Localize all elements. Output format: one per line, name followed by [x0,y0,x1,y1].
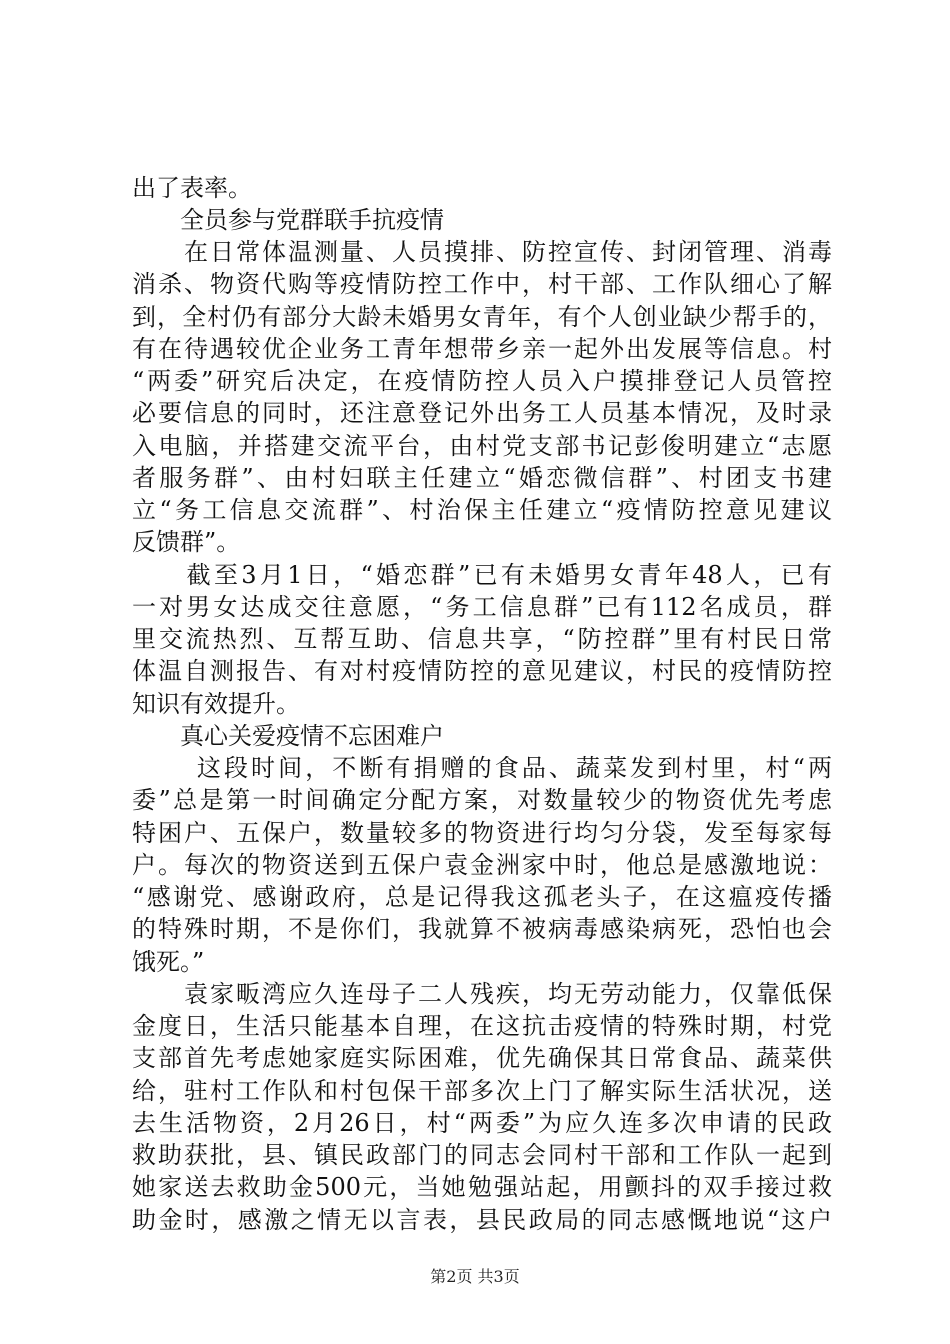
text-line: 截至3月1日，“婚恋群”已有未婚男女青年48人，已有 [132,561,832,589]
text-line: 去生活物资，2月26日，村“两委”为应久连多次申请的民政 [132,1109,832,1137]
text-line: 入电脑，并搭建交流平台，由村党支部书记彭俊明建立“志愿 [132,432,832,460]
text-line: 必要信息的同时，还注意登记外出务工人员基本情况，及时录 [132,399,832,427]
text-line: “两委”研究后决定，在疫情防控人员入户摸排登记人员管控 [132,367,832,395]
text-line: 这段时间，不断有捐赠的食品、蔬菜发到村里，村“两 [132,754,832,782]
text-line: 反馈群”。 [132,528,241,556]
text-line: 救助获批，县、镇民政部门的同志会同村干部和工作队一起到 [132,1141,832,1169]
section-heading: 全员参与党群联手抗疫情 [132,206,444,234]
text-line: 知识有效提升。 [132,690,300,718]
text-line: 的特殊时期，不是你们，我就算不被病毒感染病死，恐怕也会 [132,915,832,943]
text-line: 里交流热烈、互帮互助、信息共享，“防控群”里有村民日常 [132,625,832,653]
text-line: 袁家畈湾应久连母子二人残疾，均无劳动能力，仅靠低保 [132,980,832,1008]
text-line: 在日常体温测量、人员摸排、防控宣传、封闭管理、消毒 [132,238,832,266]
text-line: 立“务工信息交流群”、村治保主任建立“疫情防控意见建议 [132,496,832,524]
text-line: 支部首先考虑她家庭实际困难，优先确保其日常食品、蔬菜供 [132,1044,832,1072]
text-line: 委”总是第一时间确定分配方案，对数量较少的物资优先考虑 [132,786,832,814]
text-line: 有在待遇较优企业务工青年想带乡亲一起外出发展等信息。村 [132,335,832,363]
text-line: 出了表率。 [132,174,252,202]
section-heading: 真心关爱疫情不忘困难户 [132,722,444,750]
text-line: 者服务群”、由村妇联主任建立“婚恋微信群”、村团支书建 [132,464,832,492]
text-line: 消杀、物资代购等疫情防控工作中，村干部、工作队细心了解 [132,270,832,298]
text-line: “感谢党、感谢政府，总是记得我这孤老头子，在这瘟疫传播 [132,883,832,911]
text-line: 一对男女达成交往意愿，“务工信息群”已有112名成员，群 [132,593,832,621]
text-line: 特困户、五保户，数量较多的物资进行均匀分袋，发至每家每 [132,819,832,847]
text-line: 饿死。” [132,948,205,976]
text-line: 给，驻村工作队和村包保干部多次上门了解实际生活状况，送 [132,1077,832,1105]
text-line: 助金时，感激之情无以言表，县民政局的同志感慨地说“这户 [132,1206,832,1234]
text-line: 金度日，生活只能基本自理，在这抗击疫情的特殊时期，村党 [132,1012,832,1040]
text-line: 体温自测报告、有对村疫情防控的意见建议，村民的疫情防控 [132,657,832,685]
text-line: 到，全村仍有部分大龄未婚男女青年，有个人创业缺少帮手的， [132,303,832,331]
text-line: 户。每次的物资送到五保户袁金洲家中时，他总是感激地说： [132,851,832,879]
page-number-footer: 第2页 共3页 [430,1267,520,1286]
text-line: 她家送去救助金500元，当她勉强站起，用颤抖的双手接过救 [132,1173,832,1201]
